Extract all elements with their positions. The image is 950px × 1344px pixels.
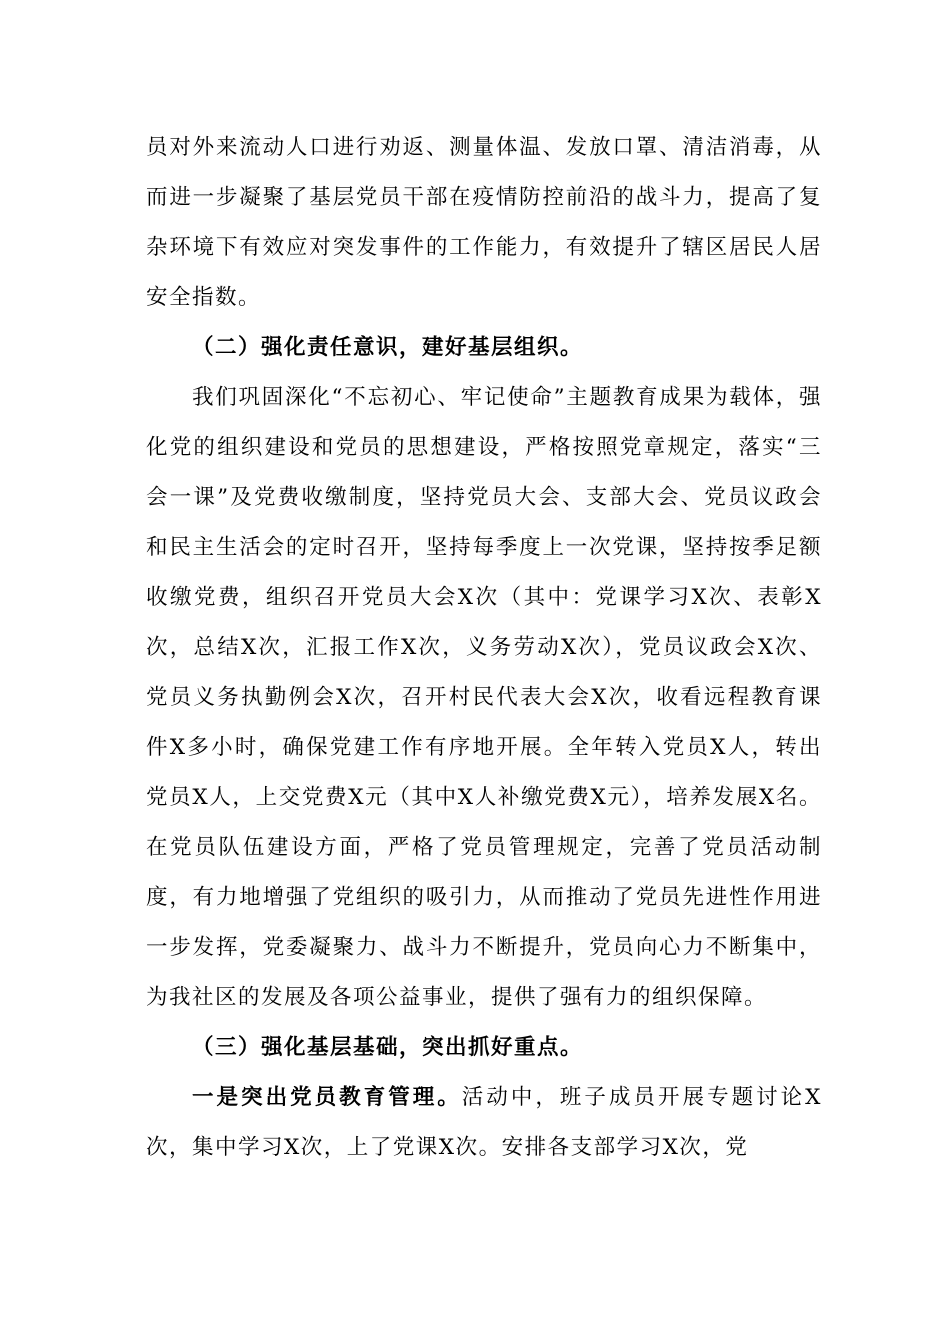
paragraph-education-management: [146, 1073, 822, 1173]
document-page: [146, 123, 822, 1173]
paragraph-epidemic-control: 员对外来流动人口进行劝返、测量体温、发放口罩、清洁消毒，从而进一步凝聚了基层党员干部在疫情防控前沿的战斗力，提高了复杂环境下有效应对突发事件的工作能力，有效提升了辖区居民人居安全指数。: [146, 135, 822, 310]
paragraph-organization-building: 我们巩固深化“不忘初心、牢记使命”主题教育成果为载体，强化党的组织建设和党员的思想建设，严格按照党章规定，落实“三会一课”及党费收缴制度，坚持党员大会、支部大会、党员议政会和民主生活会的定时召开，坚持每季度上一次党课，坚持按季足额收缴党费，组织召开党员大会X次（其中：党课学习X次、表彰X次，总结X次，汇报工作X次，义务劳动X次），党员议政会X次、党员义务执勤例会X次，召开村民代表大会X次，收看远程教育课件X多小时，确保党建工作有序地开展。全年转入党员X人，转出党员X人，上交党费X元（其中X人补缴党费X元），培养发展X名。在党员队伍建设方面，严格了党员管理规定，完善了党员活动制度，有力地增强了党组织的吸引力，从而推动了党员先进性作用进一步发挥，党委凝聚力、战斗力不断提升，党员向心力不断集中，为我社区的发展及各项公益事业，提供了强有力的组织保障。: [146, 385, 822, 1010]
paragraph-body-text: 活动中，班子成员开展专题讨论X次，集中学习X次，上了党课X次。安排各支部学习X次，党: [146, 1085, 822, 1160]
paragraph-lead-phrase: 一是突出党员教育管理。: [192, 1085, 462, 1110]
section-heading-3: （三）强化基层基础，突出抓好重点。: [192, 1035, 584, 1060]
section-heading-2: （二）强化责任意识，建好基层组织。: [192, 335, 584, 360]
